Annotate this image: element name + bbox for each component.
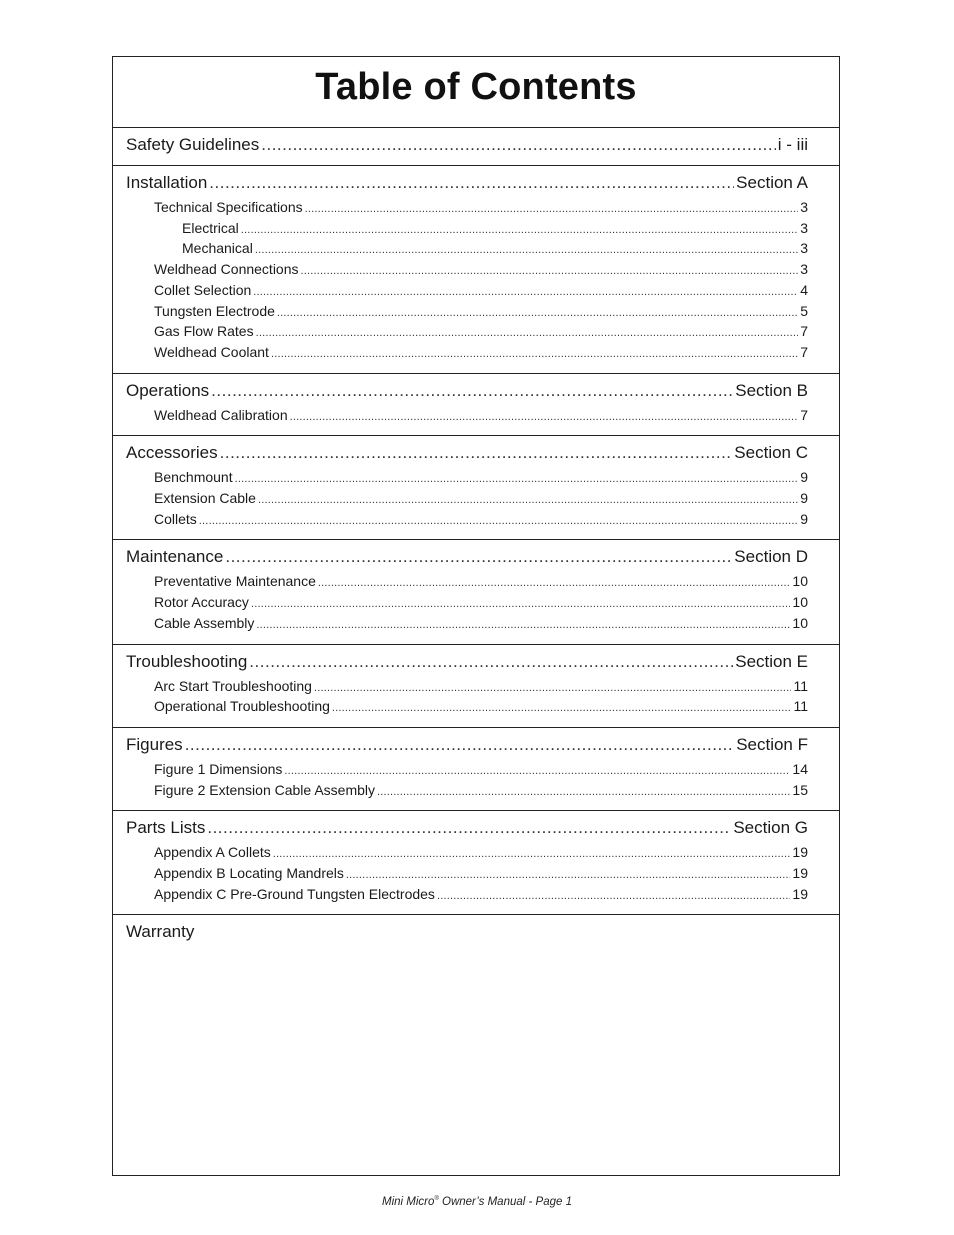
toc-section [113,436,839,540]
toc-subentry-page: 14 [792,760,808,777]
dot-leader [271,345,798,364]
toc-subentry-label: Arc Start Troubleshooting [154,677,312,694]
toc-subentry-label: Collets [154,510,197,527]
page-footer [0,1196,954,1208]
dot-leader [256,616,790,635]
dot-leader [209,172,734,194]
registered-mark: ® [434,1196,439,1203]
toc-subentry-page: 9 [800,490,808,507]
toc-subentry-label: Figure 2 Extension Cable Assembly [154,781,375,798]
toc-section [113,374,839,437]
toc-subentry[interactable] [126,489,808,510]
dot-leader [332,699,792,718]
toc-subentry-label: Tungsten Electrode [154,302,275,319]
toc-subentry-page: 7 [800,406,808,423]
toc-subentry-label: Electrical [182,219,239,236]
toc-subentry-label: Appendix C Pre-Ground Tungsten Electrodes [154,885,435,902]
toc-subentry-label: Cable Assembly [154,614,255,631]
dot-leader [305,200,799,219]
toc-subentry-label: Gas Flow Rates [154,323,254,340]
footer-text: Owner’s Manual - Page 1 [438,1196,572,1208]
title-box [113,57,839,128]
toc-subentry-label: Mechanical [182,240,253,257]
toc-subentry-page: 19 [792,844,808,861]
toc-subentry-label: Extension Cable [154,490,256,507]
toc-heading-page: i - iii [777,135,808,154]
toc-subentry-label: Operational Troubleshooting [154,698,330,715]
toc-frame [112,56,840,1176]
toc-section [113,128,839,166]
dot-leader [235,470,799,489]
toc-section [113,811,839,915]
dot-leader [251,595,790,614]
toc-section-heading[interactable] [126,172,808,194]
toc-heading-label: Safety Guidelines [126,135,260,154]
dot-leader [273,845,791,864]
dot-leader [255,241,798,260]
toc-subentry[interactable] [126,760,808,781]
toc-section-heading[interactable] [126,817,808,839]
toc-entry-warranty[interactable] [126,921,808,943]
toc-subentry[interactable] [126,322,808,343]
dot-leader [437,887,790,906]
toc-heading-label: Accessories [126,443,218,463]
toc-subentry[interactable] [126,843,808,864]
toc-subentry-label: Weldhead Calibration [154,406,288,423]
dot-leader [220,442,733,464]
toc-heading-page: Section D [734,547,808,567]
toc-heading-label: Maintenance [126,547,224,567]
toc-subentries [126,198,808,364]
toc-section-heading[interactable] [126,651,808,673]
toc-section [113,166,839,374]
toc-subentry[interactable] [126,781,808,802]
toc-subentry-page: 7 [800,343,808,360]
toc-subentry-label: Preventative Maintenance [154,573,316,590]
toc-subentries [126,677,808,718]
toc-subentry[interactable] [126,614,808,635]
toc-subentry[interactable] [126,697,808,718]
toc-subentry[interactable] [126,510,808,531]
toc-subentry[interactable] [126,572,808,593]
toc-subentry[interactable] [126,593,808,614]
dot-leader [318,574,791,593]
toc-heading-label: Operations [126,380,210,400]
toc-subentry-page: 3 [800,219,808,236]
toc-subentry-page: 3 [800,261,808,278]
dot-leader [377,783,790,802]
dot-leader [346,866,791,885]
toc-subentry[interactable] [126,281,808,302]
dot-leader [241,221,798,240]
dot-leader [277,304,798,323]
dot-leader [256,324,799,343]
toc-section-heading[interactable] [126,546,808,568]
dot-leader [225,546,732,568]
toc-subentry[interactable] [126,198,808,219]
toc-section-warranty [113,915,839,952]
toc-subentry-label: Collet Selection [154,281,252,298]
toc-heading-page: Section C [734,443,808,463]
dot-leader [207,817,731,839]
toc-subentry-page: 11 [793,698,808,715]
toc-section-heading[interactable] [126,380,808,402]
toc-subentry-page: 3 [800,240,808,257]
toc-section [113,540,839,644]
dot-leader [185,734,735,756]
toc-subentry-label: Appendix B Locating Mandrels [154,865,344,882]
toc-heading-label: Parts Lists [126,818,206,838]
toc-subentry-page: 5 [800,302,808,319]
toc-subentry-label: Weldhead Connections [154,261,299,278]
toc-subentry[interactable] [126,864,808,885]
dot-leader [249,651,733,673]
toc-subentry-page: 10 [792,573,808,590]
toc-subentry[interactable] [126,239,808,260]
toc-subentry[interactable] [126,885,808,906]
toc-heading-page: Section F [736,734,808,754]
toc-heading-label: Installation [126,173,208,192]
toc-subentries [126,406,808,427]
toc-section [113,645,839,728]
toc-heading-page: Section A [736,173,808,192]
toc-subentry[interactable] [126,302,808,323]
toc-section [113,728,839,811]
toc-subentry-label: Weldhead Coolant [154,343,269,360]
toc-subentry-page: 4 [800,281,808,298]
toc-list [113,128,839,915]
toc-subentry-page: 3 [800,199,808,215]
footer-product: Mini Micro [382,1196,435,1208]
toc-subentry-label: Appendix A Collets [154,844,271,861]
toc-subentry-label: Benchmount [154,469,233,486]
toc-heading-page: Section G [733,818,808,838]
dot-leader [284,762,790,781]
toc-subentries [126,760,808,801]
dot-leader [199,512,798,531]
toc-subentry-page: 10 [792,614,808,631]
toc-heading-label: Figures [126,734,183,754]
dot-leader [314,679,791,698]
dot-leader [290,408,799,427]
toc-subentry-page: 9 [800,510,808,527]
toc-entry-label: Warranty [126,922,195,942]
toc-subentry-page: 11 [793,677,808,694]
toc-subentry-page: 19 [792,885,808,902]
toc-heading-label: Troubleshooting [126,651,248,671]
toc-subentries [126,843,808,905]
toc-subentry-label: Technical Specifications [154,199,303,215]
dot-leader [301,262,799,281]
toc-subentry-label: Figure 1 Dimensions [154,760,283,777]
toc-heading-page: Section B [735,380,808,400]
toc-subentry-page: 10 [792,594,808,611]
toc-subentry-label: Rotor Accuracy [154,594,249,611]
toc-subentry[interactable] [126,343,808,364]
toc-subentries [126,572,808,634]
toc-subentry-page: 9 [800,469,808,486]
toc-section-heading[interactable] [126,734,808,756]
dot-leader [261,134,776,156]
toc-subentry-page: 19 [792,865,808,882]
toc-subentry[interactable] [126,677,808,698]
page-title: Table of Contents [315,65,637,108]
toc-subentry-page: 7 [800,323,808,340]
dot-leader [258,491,798,510]
toc-heading-page: Section E [735,651,808,671]
toc-section-heading[interactable] [126,442,808,464]
toc-subentries [126,468,808,530]
toc-subentry-page: 15 [792,781,808,798]
dot-leader [253,283,798,302]
toc-section-heading[interactable] [126,134,808,156]
toc-subentry[interactable] [126,219,808,240]
dot-leader [211,380,733,402]
toc-subentry[interactable] [126,406,808,427]
toc-subentry[interactable] [126,260,808,281]
toc-subentry[interactable] [126,468,808,489]
